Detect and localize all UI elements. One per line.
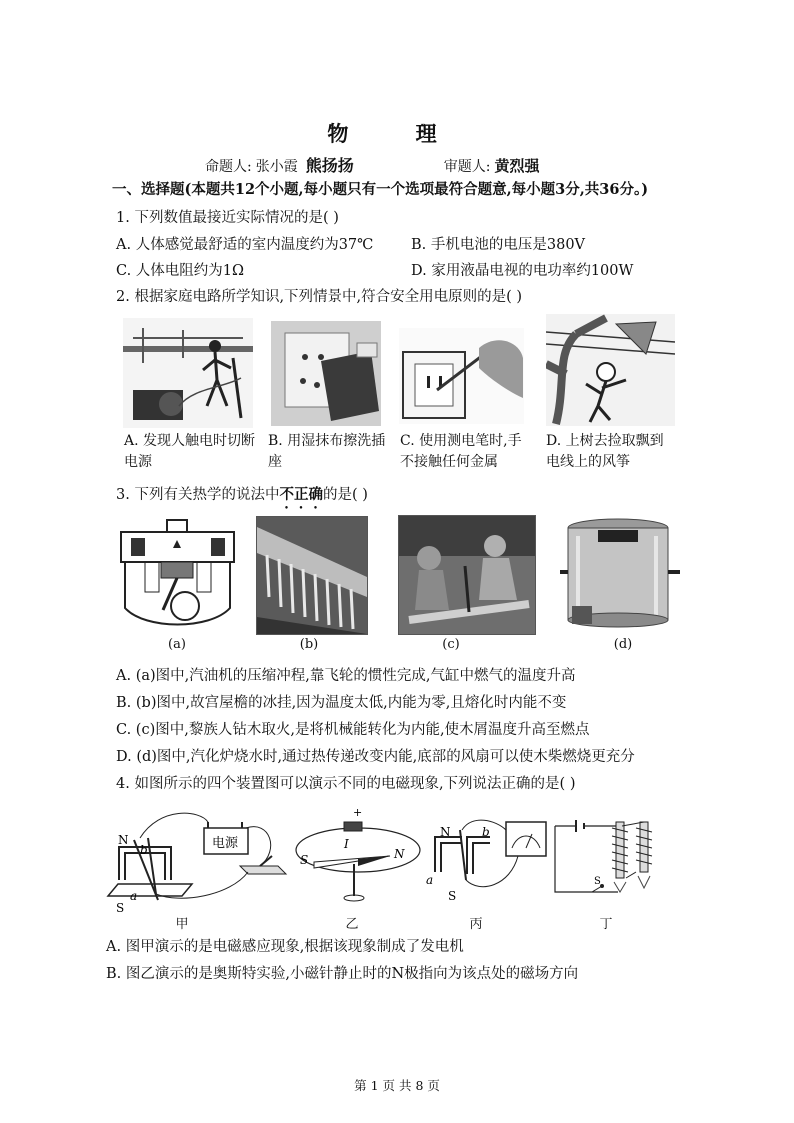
fig-jia-power: 电源 [212,836,239,851]
figure-ding [555,820,652,892]
fig-ding-S: S [594,876,601,887]
q3-figure-b-icicles [256,516,368,635]
q1-stem: 1. 下列数值最接近实际情况的是( ) [116,210,339,226]
fig-yi-I: I [344,837,349,851]
q3-stem [116,483,368,512]
q1-option-c: C. 人体电阻约为1Ω [116,263,245,279]
fig-yi-N: N [394,847,405,861]
q2-figure-b [271,321,381,426]
fig-bing-N: N [440,825,451,839]
fig-jia-N: N [118,833,129,847]
fig-jia-a: a [130,889,138,903]
q2-figure-c [399,328,524,424]
reviewer-name: 黄烈强 [494,157,540,175]
q2-option-a: A. 发现人触电时切断电源 [124,433,256,470]
q3-stem-post: 的是( ) [322,487,368,503]
fig-jia-S: S [116,901,125,915]
q2-stem: 2. 根据家庭电路所学知识,下列情景中,符合安全用电原则的是( ) [116,289,523,305]
q4-label-yi: 乙 [345,917,359,932]
reviewer-label: 审题人: [443,159,491,175]
figure-yi [296,806,420,901]
page-title: 物 理 [327,121,467,146]
q1-option-a: A. 人体感觉最舒适的室内温度约为37℃ [116,237,374,253]
q4-electromagnetism-figures [100,800,680,915]
fig-yi-plus: + [353,806,363,819]
q3-option-c: C. (c)图中,黎族人钻木取火,是将机械能转化为内能,使木屑温度升高至燃点 [116,722,590,738]
setter-name-1: 张小霞 [255,159,298,175]
q3-figure-d-stove [560,516,680,634]
q1-option-b: B. 手机电池的电压是380V [411,237,586,253]
q3-label-a: (a) [168,637,186,652]
q3-option-a: A. (a)图中,汽油机的压缩冲程,靠飞轮的惯性完成,气缸中燃气的温度升高 [116,668,576,684]
figure-bing [426,820,546,903]
authors-line [205,153,539,176]
figure-jia [108,813,286,915]
q3-stem-emphasis: 不正确 [279,486,323,503]
q2-option-d: D. 上树去捡取飘到电线上的风筝 [546,433,664,470]
q2-figure-d [546,314,675,426]
q2-option-b: B. 用湿抹布擦洗插座 [268,433,386,470]
q4-option-a: A. 图甲演示的是电磁感应现象,根据该现象制成了发电机 [106,939,464,955]
fig-bing-b: b [482,825,490,839]
q3-label-c: (c) [442,637,460,652]
fig-yi-S: S [300,853,309,867]
q3-label-d: (d) [613,637,633,652]
q4-label-jia: 甲 [175,917,189,932]
q3-stem-pre: 3. 下列有关热学的说法中 [116,487,280,503]
q3-option-d: D. (d)图中,汽化炉烧水时,通过热传递改变内能,底部的风扇可以使木柴燃烧更充分 [116,749,635,765]
q4-label-bing: 丙 [469,917,483,932]
page-footer: 第 1 页 共 8 页 [354,1078,440,1093]
q4-stem: 4. 如图所示的四个装置图可以演示不同的电磁现象,下列说法正确的是( ) [116,776,576,792]
q1-option-d: D. 家用液晶电视的电功率约100W [411,263,634,279]
fig-bing-S: S [448,889,457,903]
q3-figure-c-fire-drill [398,515,536,635]
setter-name-2: 熊扬扬 [305,156,354,175]
q2-figure-a [123,318,253,428]
q3-option-b: B. (b)图中,故宫屋檐的冰挂,因为温度太低,内能为零,且熔化时内能不变 [116,695,567,711]
fig-jia-b: b [140,843,148,857]
q4-label-ding: 丁 [599,917,613,932]
fig-bing-a: a [426,873,434,887]
setter-label: 命题人: [205,159,252,175]
q3-figure-a-engine [115,518,240,636]
q2-option-c: C. 使用测电笔时,手不接触任何金属 [400,433,522,470]
q4-option-b: B. 图乙演示的是奥斯特实验,小磁针静止时的N极指向为该点处的磁场方向 [106,966,579,982]
section-heading: 一、选择题(本题共12个小题,每小题只有一个选项最符合题意,每小题3分,共36分。) [112,181,649,198]
q3-label-b: (b) [299,637,319,652]
